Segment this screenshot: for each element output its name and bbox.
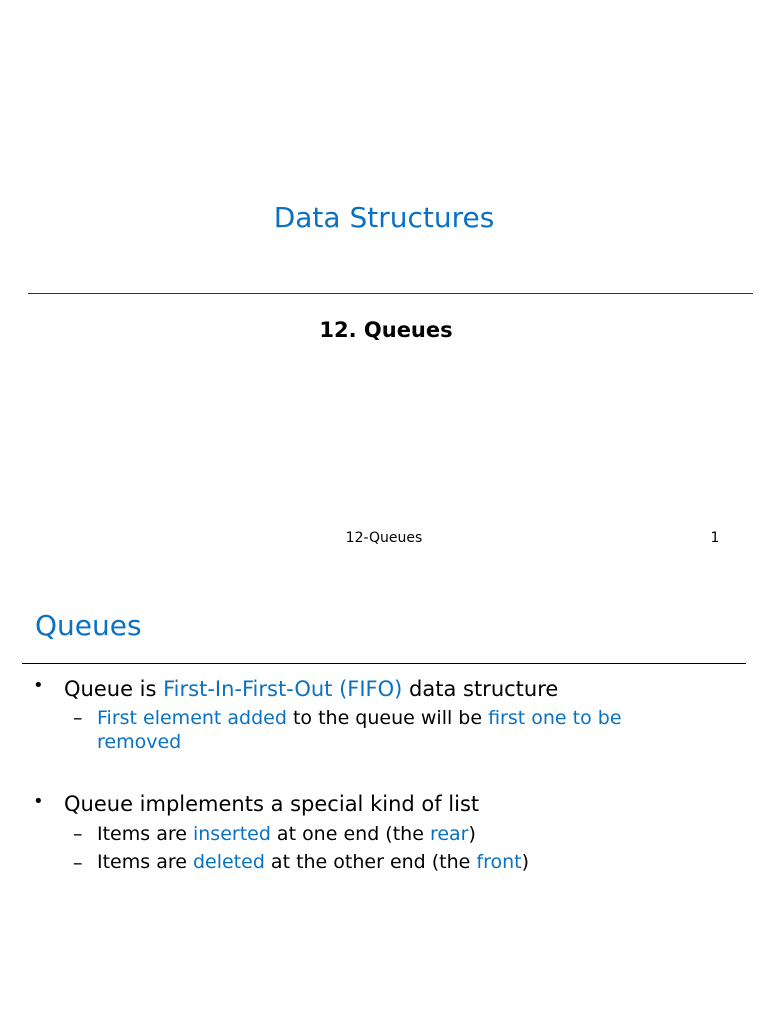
sub-text-suffix: ): [468, 823, 476, 845]
fifo-term: First-In-First-Out (FIFO): [163, 677, 403, 701]
bullet-marker: •: [33, 675, 44, 696]
front-term: front: [476, 851, 522, 873]
section-heading: Queues: [35, 609, 142, 642]
sub-text-middle: at one end (the: [270, 823, 430, 845]
bullet-text-suffix: data structure: [402, 677, 559, 701]
rear-term: rear: [429, 823, 469, 845]
sub-text-middle: at the other end (the: [264, 851, 477, 873]
slide-title: Data Structures: [273, 201, 495, 234]
inserted-term: inserted: [192, 823, 271, 845]
sub-text-suffix: ): [521, 851, 530, 873]
sub-bullet-deleted: [97, 850, 529, 874]
bullet-marker: •: [33, 791, 44, 812]
bullet-text-prefix: Queue is: [64, 677, 164, 701]
bullet-queue-list: Queue implements a special kind of list: [64, 792, 480, 816]
bullet-queue-fifo: [64, 675, 558, 703]
sub-bullet-inserted: [97, 822, 476, 846]
first-element-term: First element added: [97, 707, 287, 729]
deleted-term: deleted: [192, 851, 265, 873]
dash-marker: –: [73, 852, 83, 874]
slide-subtitle: 12. Queues: [319, 318, 453, 342]
sub-text-prefix: Items are: [97, 851, 193, 873]
first-removed-term: first one to be removed: [97, 707, 622, 753]
sub-bullet-first-element: [97, 706, 697, 754]
title-divider: [28, 293, 753, 294]
dash-marker: –: [73, 823, 83, 845]
sub-text-middle: to the queue will be: [286, 707, 489, 729]
slide-footer-label: 12-Queues: [345, 530, 423, 546]
page-number: 1: [710, 530, 720, 546]
sub-text-prefix: Items are: [97, 823, 193, 845]
heading-divider: [22, 663, 746, 664]
dash-marker: –: [73, 707, 83, 729]
